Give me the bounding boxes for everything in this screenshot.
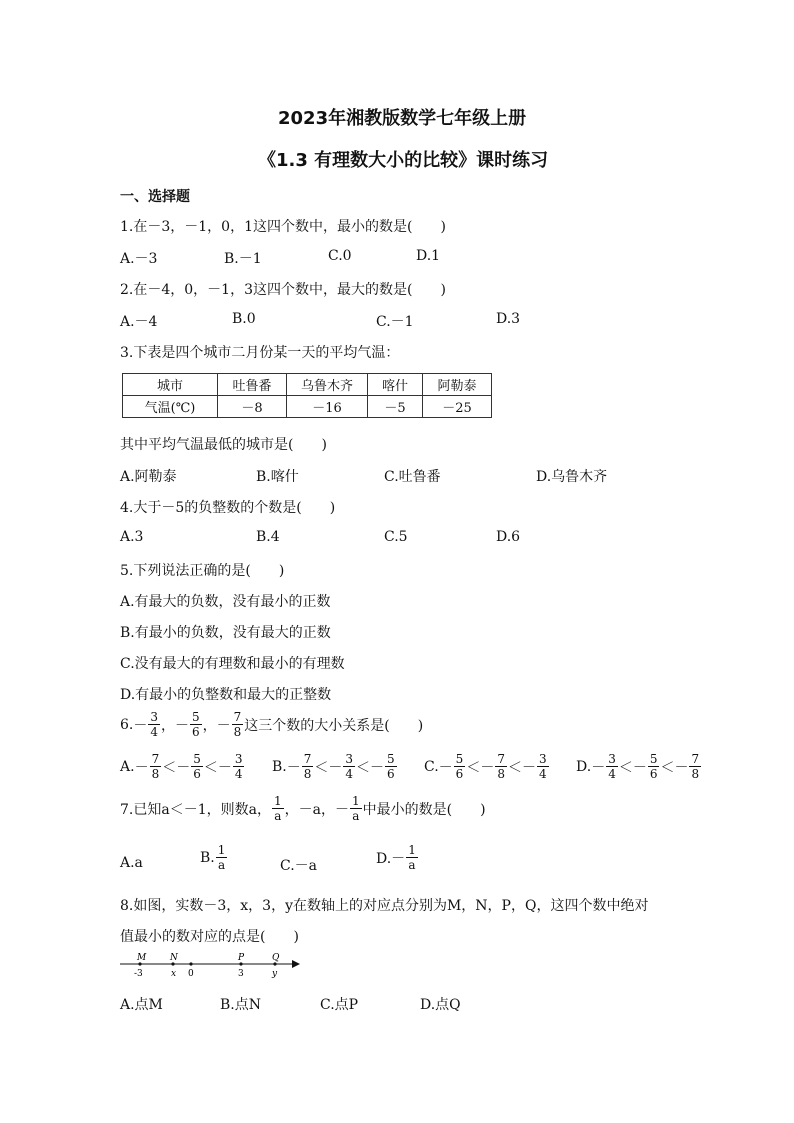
label-m: M: [137, 953, 147, 963]
minus-sign: －: [521, 759, 536, 776]
less-than-sign: ＜: [162, 759, 177, 776]
question-8-stem-line-2: 值最小的数对应的点是( ): [120, 929, 299, 945]
less-than-sign: ＜: [660, 759, 675, 776]
q3-option-c: C.吐鲁番: [384, 469, 441, 485]
minus-sign: －: [370, 759, 385, 776]
label-x: x: [171, 969, 177, 979]
fraction: $\frac{7}{8}$: [497, 752, 505, 781]
less-than-sign: ＜: [356, 759, 371, 776]
q2-option-c: C.－1: [376, 314, 414, 330]
question-5-stem: 5.下列说法正确的是( ): [120, 563, 285, 579]
question-6-stem: [120, 710, 423, 739]
fraction: $\frac{3}{4}$: [150, 710, 158, 739]
q6-suffix: 这三个数的大小关系是( ): [244, 717, 424, 734]
less-than-sign: ＜: [203, 759, 218, 776]
fraction: $\frac{1}{a}$: [408, 843, 416, 872]
fraction: $\frac{7}{8}$: [691, 752, 700, 781]
q4-option-d: D.6: [496, 529, 521, 545]
minus-sign: －: [674, 759, 689, 776]
q5-option-b: B.有最小的负数，没有最大的正数: [120, 625, 331, 641]
minus-sign: －: [133, 717, 148, 734]
question-3-stem: 3.下表是四个城市二月份某一天的平均气温：: [120, 345, 400, 361]
question-8-stem-line-1: 8.如图，实数－3，x，3，y在数轴上的对应点分别为M，N，P，Q，这四个数中绝对: [120, 898, 649, 914]
question-1-stem: 1.在－3，－1，0，1这四个数中，最小的数是( ): [120, 219, 446, 235]
less-than-sign: ＜: [466, 759, 481, 776]
q8-option-b: B.点N: [220, 997, 261, 1013]
label-n: N: [170, 953, 178, 963]
q6-number: 6.: [120, 716, 134, 733]
q1-option-d: D.1: [416, 248, 441, 264]
fraction: $\frac{5}{6}$: [193, 752, 201, 781]
page-subtitle: 《1.3 有理数大小的比较》课时练习: [258, 150, 549, 171]
question-4-stem: 4.大于－5的负整数的个数是( ): [120, 500, 336, 516]
table-cell: 阿勒泰: [423, 374, 492, 396]
q3-option-b: B.喀什: [256, 469, 299, 485]
q2-option-d: D.3: [496, 311, 521, 327]
q1-option-a: A.－3: [120, 251, 158, 267]
temperature-table: [122, 373, 492, 418]
table-cell: 城市: [123, 374, 218, 396]
minus-sign: －: [480, 759, 495, 776]
q7-option-b: B. $\frac{1}{a}$: [200, 843, 226, 872]
fraction: $\frac{5}{6}$: [649, 752, 658, 781]
minus-sign: －: [286, 759, 301, 776]
fraction: $\frac{5}{6}$: [455, 752, 464, 781]
fraction: $\frac{1}{a}$: [217, 843, 226, 872]
q1-option-c: C.0: [328, 248, 352, 264]
q7-option-a: A.a: [120, 855, 143, 871]
minus-sign: －: [632, 759, 647, 776]
minus-sign: －: [216, 717, 231, 734]
fraction: $\frac{1}{a}$: [273, 794, 282, 823]
separator: ，: [202, 717, 217, 734]
section-heading: 一、选择题: [120, 189, 190, 205]
q3-option-d: D.乌鲁木齐: [536, 469, 608, 485]
point-origin: [189, 962, 192, 965]
q7-option-d: D.－ $\frac{1}{a}$: [376, 843, 416, 872]
table-cell: －25: [423, 396, 492, 418]
minus-sign: －: [134, 759, 149, 776]
question-3-text: 其中平均气温最低的城市是( ): [120, 437, 327, 453]
label-0: 0: [188, 969, 194, 979]
minus-sign: －: [175, 717, 189, 734]
axis-arrow-icon: [292, 960, 300, 968]
fraction: $\frac{7}{8}$: [303, 752, 312, 781]
label-p: P: [238, 953, 245, 963]
table-cell: －5: [368, 396, 423, 418]
label-q: Q: [272, 953, 280, 963]
label-neg3: -3: [134, 969, 143, 979]
fraction: $\frac{3}{4}$: [345, 752, 354, 781]
q6-option-d: D. － $\frac{3}{4}$ ＜ － $\frac{5}{6}$ ＜ － $\frac{7}{8}$: [576, 752, 700, 781]
table-row: [123, 374, 492, 396]
fraction: $\frac{5}{6}$: [192, 710, 200, 739]
q4-option-a: A.3: [120, 529, 144, 545]
minus-sign: －: [217, 759, 232, 776]
number-line-figure: [118, 950, 302, 980]
q6-option-b: B. － $\frac{7}{8}$ ＜ － $\frac{3}{4}$ ＜ － $\frac{5}{6}$: [272, 752, 395, 781]
q5-option-a: A.有最大的负数，没有最小的正数: [120, 594, 331, 610]
page-title: 2023年湘教版数学七年级上册: [278, 108, 527, 129]
q5-option-d: D.有最小的负整数和最大的正整数: [120, 687, 332, 703]
less-than-sign: ＜: [507, 759, 522, 776]
q4-option-c: C.5: [384, 529, 408, 545]
fraction: $\frac{3}{4}$: [608, 752, 616, 781]
minus-sign: －: [328, 759, 343, 776]
q1-option-b: B.－1: [224, 251, 262, 267]
q8-option-a: A.点M: [120, 997, 163, 1013]
q8-option-c: C.点P: [320, 997, 359, 1013]
q6-option-a: A. － $\frac{7}{8}$ ＜ － $\frac{5}{6}$ ＜ － $\frac{3}{4}$: [120, 752, 243, 781]
fraction: $\frac{3}{4}$: [538, 752, 547, 781]
table-cell: －16: [287, 396, 368, 418]
q6-option-c: C. － $\frac{5}{6}$ ＜ － $\frac{7}{8}$ ＜ － $\frac{3}{4}$: [424, 752, 547, 781]
table-cell: 气温(℃): [123, 396, 218, 418]
q7-text-2: ，－a，－: [284, 801, 349, 818]
table-cell: 吐鲁番: [218, 374, 287, 396]
q7-option-c: C.－a: [280, 858, 318, 874]
label-y: y: [272, 969, 278, 979]
fraction: $\frac{7}{8}$: [151, 752, 160, 781]
table-cell: 喀什: [368, 374, 423, 396]
q8-option-d: D.点Q: [420, 997, 461, 1013]
q7-text-1: 7.已知a＜－1，则数a，: [120, 801, 271, 818]
separator: ，: [161, 717, 175, 734]
fraction: $\frac{5}{6}$: [387, 752, 395, 781]
minus-sign: －: [176, 759, 191, 776]
q2-option-b: B.0: [232, 311, 256, 327]
question-2-stem: 2.在－4，0，－1，3这四个数中，最大的数是( ): [120, 282, 446, 298]
table-row: [123, 396, 492, 418]
less-than-sign: ＜: [314, 759, 329, 776]
label-3: 3: [238, 969, 244, 979]
question-7-stem: [120, 794, 486, 823]
q3-option-a: A.阿勒泰: [120, 469, 177, 485]
fraction: $\frac{1}{a}$: [351, 794, 360, 823]
minus-sign: －: [591, 759, 606, 776]
less-than-sign: ＜: [618, 759, 633, 776]
table-cell: 乌鲁木齐: [287, 374, 368, 396]
minus-sign: －: [438, 759, 453, 776]
q5-option-c: C.没有最大的有理数和最小的有理数: [120, 656, 345, 672]
q7-text-3: 中最小的数是( ): [362, 801, 486, 818]
fraction: $\frac{7}{8}$: [233, 710, 242, 739]
q2-option-a: A.－4: [120, 314, 158, 330]
fraction: $\frac{3}{4}$: [234, 752, 243, 781]
q4-option-b: B.4: [256, 529, 280, 545]
table-cell: －8: [218, 396, 287, 418]
